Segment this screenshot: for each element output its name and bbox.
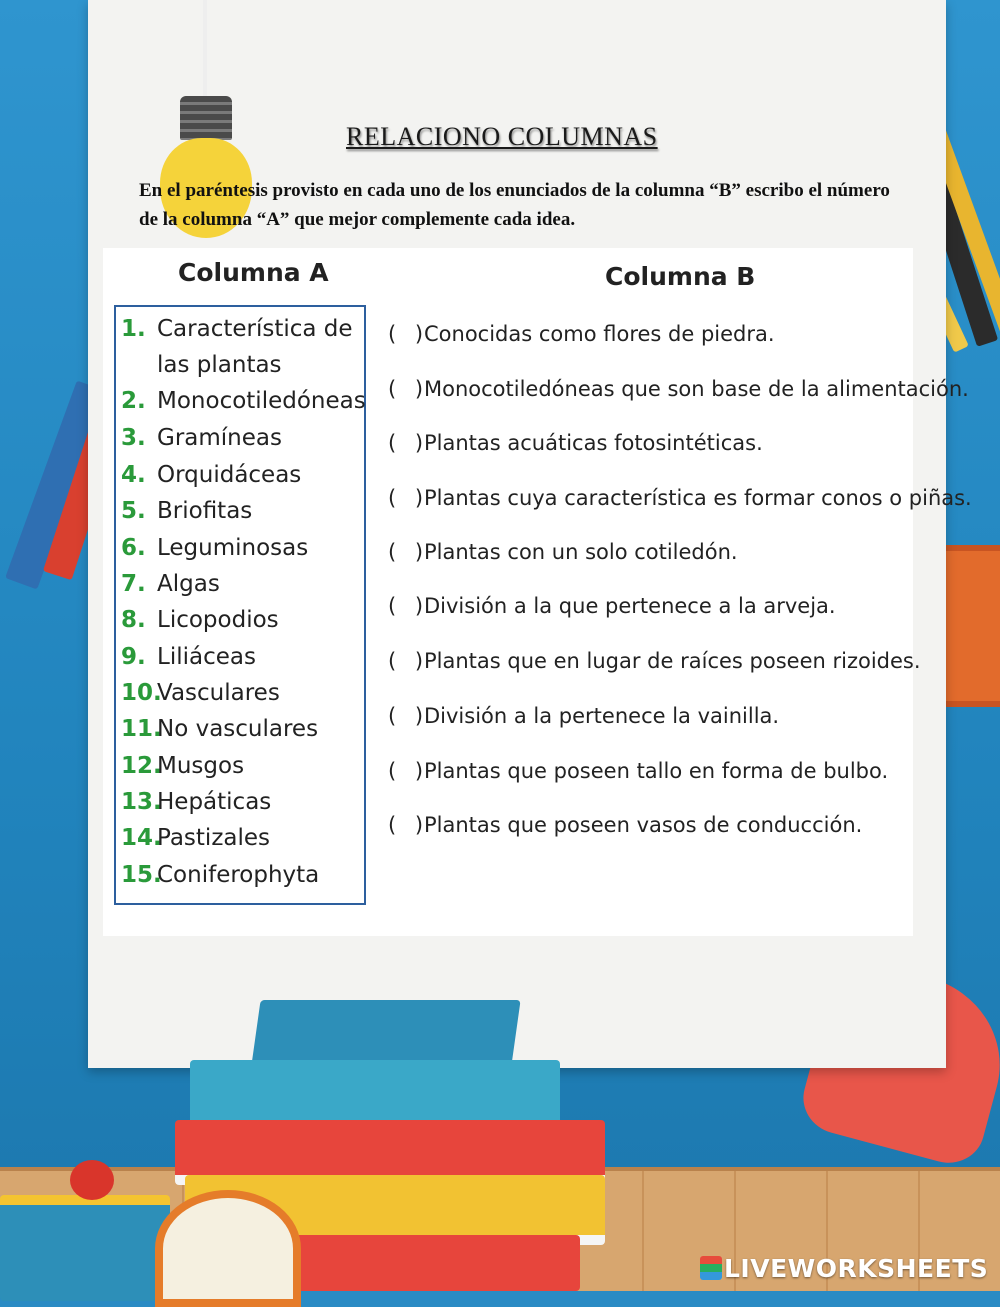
clock-icon (155, 1190, 301, 1307)
answer-parenthesis[interactable]: ( ) (388, 594, 430, 618)
column-a-item: 3. Gramíneas (121, 425, 282, 451)
column-b-heading: Columna B (605, 262, 756, 291)
column-a-item: 4. Orquidáceas (121, 462, 302, 488)
liveworksheets-logo-icon (700, 1256, 722, 1280)
answer-parenthesis[interactable]: ( ) (388, 813, 430, 837)
column-a-item: 9. Liliáceas (121, 644, 256, 670)
column-b-item: ( )Plantas con un solo cotiledón. (388, 540, 738, 564)
column-b-item: ( )Plantas cuya característica es formar conos o piñas. (388, 486, 972, 510)
column-b-item: ( )Conocidas como flores de piedra. (388, 322, 775, 346)
column-a-item: 14.Pastizales (121, 825, 271, 851)
column-a-item: 15.Coniferophyta (121, 862, 320, 888)
column-a-item: 10.Vasculares (121, 680, 280, 706)
column-b-item: ( )Plantas acuáticas fotosintéticas. (388, 431, 763, 455)
answer-parenthesis[interactable]: ( ) (388, 759, 430, 783)
column-a-heading: Columna A (178, 258, 329, 287)
column-a-item: 1. Característica de (121, 316, 353, 342)
answer-parenthesis[interactable]: ( ) (388, 649, 430, 673)
column-b-item: ( )Plantas que poseen tallo en forma de bulbo. (388, 759, 889, 783)
book-left-small (0, 1195, 170, 1301)
liveworksheets-logo: LIVEWORKSHEETS (700, 1254, 988, 1283)
instructions-text: En el paréntesis provisto en cada uno de los enunciados de la columna “B” escribo el número de la columna “A” que mejor complemente cada idea. (139, 180, 890, 230)
answer-parenthesis[interactable]: ( ) (388, 431, 430, 455)
column-a-item: 2. Monocotiledóneas (121, 388, 366, 414)
answer-parenthesis[interactable]: ( ) (388, 486, 430, 510)
column-b-item: ( )Plantas que poseen vasos de conducción. (388, 813, 863, 837)
answer-parenthesis[interactable]: ( ) (388, 540, 430, 564)
column-b-item: ( )Monocotiledóneas que son base de la alimentación. (388, 377, 969, 401)
column-a-item: 5. Briofitas (121, 498, 253, 524)
column-a-item-continuation: las plantas (157, 352, 282, 378)
column-a-item: 13.Hepáticas (121, 789, 272, 815)
column-b-item: ( )División a la pertenece la vainilla. (388, 704, 780, 728)
answer-parenthesis[interactable]: ( ) (388, 322, 430, 346)
apple-icon (70, 1160, 114, 1200)
column-a-item: 12.Musgos (121, 753, 245, 779)
column-a-item: 8. Licopodios (121, 607, 279, 633)
column-b-item: ( )División a la que pertenece a la arveja. (388, 594, 836, 618)
column-a-item: 11.No vasculares (121, 716, 319, 742)
answer-parenthesis[interactable]: ( ) (388, 704, 430, 728)
page-title: RELACIONO COLUMNAS (346, 122, 658, 151)
bulb-wire (203, 0, 207, 100)
column-b-item: ( )Plantas que en lugar de raíces poseen rizoides. (388, 649, 921, 673)
column-a-item: 6. Leguminosas (121, 535, 309, 561)
lightbulb-cap-icon (180, 96, 232, 140)
column-a-item: 7. Algas (121, 571, 220, 597)
answer-parenthesis[interactable]: ( ) (388, 377, 430, 401)
